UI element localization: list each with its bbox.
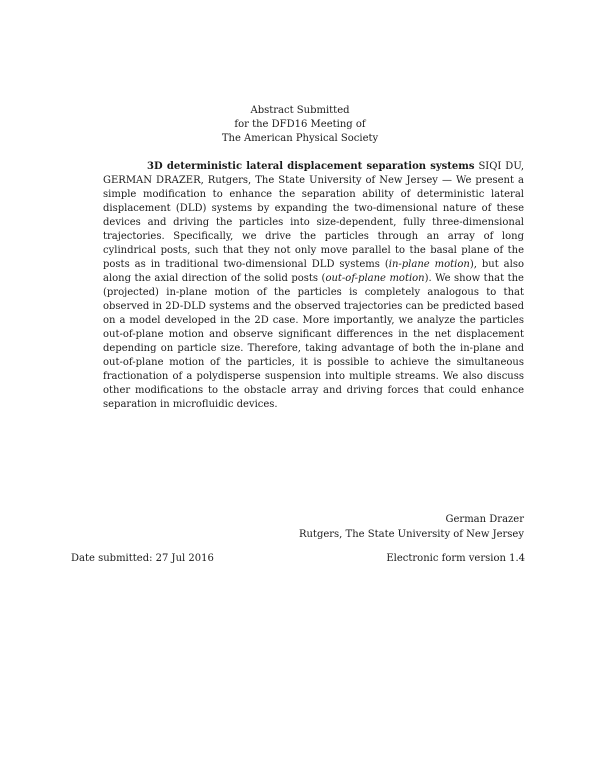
header-line-meeting: for the DFD16 Meeting of — [234, 119, 366, 130]
header-line-society: The American Physical Society — [221, 133, 379, 144]
abstract-title: 3D deterministic lateral displacement separation systems — [147, 161, 475, 172]
abstract-italic-in-plane: in-plane motion — [388, 259, 470, 270]
abstract-body — [103, 160, 524, 412]
submission-header — [0, 104, 600, 146]
form-version: Electronic form version 1.4 — [386, 553, 525, 564]
abstract-authors: SIQI DU, GERMAN DRAZER, Rutgers, The State University of New Jersey — [103, 161, 525, 186]
abstract-text-part2: ), but also along the axial direction of the solid posts ( — [103, 259, 524, 284]
abstract-text-part3: ). We show that the (projected) in-plane motion of the particles is completely analogous to that observed in 2D-DLD systems and the observed trajectories can be predicted based on a model developed in the 2D case. More importantly, we analyze the particles out-of-plane motion and observe significant differences in the net displacement depending on particle size. Therefore, taking advantage of both the in-plane and out-of-plane motion of the particles, it is possible to achieve the simultaneous fractionation of a polydisperse suspension into multiple streams. We also discuss other modifications to the obstacle array and driving forces that could enhance separation in microfluidic devices. — [103, 273, 524, 410]
date-submitted: Date submitted: 27 Jul 2016 — [71, 553, 214, 564]
submitter-affiliation: Rutgers, The State University of New Jersey — [298, 529, 524, 540]
submitter-block — [299, 512, 524, 542]
submitter-name: German Drazer — [445, 514, 524, 525]
header-line-abstract-submitted: Abstract Submitted — [250, 105, 350, 116]
abstract-italic-out-of-plane: out-of-plane motion — [325, 273, 425, 284]
abstract-text-part1: — We present a simple modification to enhance the separation ability of deterministic lateral displacement (DLD) systems by expanding the two-dimensional nature of these devices and driving the particles into size-dependent, fully three-dimensional trajectories. Specifically, we drive the particles through an array of long cylindrical posts, such that they not only move parallel to the basal plane of the posts as in traditional two-dimensional DLD systems ( — [103, 175, 524, 270]
